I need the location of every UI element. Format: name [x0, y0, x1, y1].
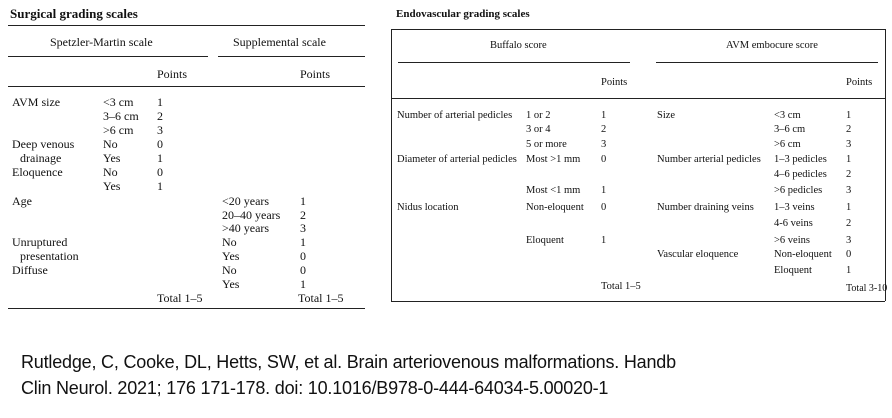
- supp-row-label: Age: [12, 194, 32, 208]
- supp-row-value: Yes: [222, 277, 240, 291]
- embocure-row-points: 1: [846, 202, 852, 213]
- buffalo-total: Total 1–5: [601, 281, 641, 292]
- embocure-row-value: Non-eloquent: [774, 249, 832, 260]
- supp-row-value: Yes: [222, 249, 240, 263]
- row-points: 1: [157, 95, 163, 109]
- embocure-row-value: >6 veins: [774, 235, 810, 246]
- embocure-row-value: <3 cm: [774, 110, 801, 121]
- supp-row-points: 3: [300, 221, 306, 235]
- embocure-row-label: Vascular eloquence: [657, 249, 739, 260]
- buffalo-header: Buffalo score: [490, 40, 547, 51]
- supp-row-value: 20–40 years: [222, 208, 281, 222]
- spetzler-martin-header: Spetzler-Martin scale: [50, 35, 153, 49]
- buffalo-row-label: Number of arterial pedicles: [397, 110, 513, 121]
- buffalo-row-points: 1: [601, 235, 607, 246]
- supp-row-label: presentation: [20, 249, 79, 263]
- embocure-header: AVM embocure score: [726, 40, 818, 51]
- spetzler-total: Total 1–5: [157, 291, 203, 305]
- embocure-row-value: >6 pedicles: [774, 185, 823, 196]
- divider: [391, 98, 885, 99]
- embocure-row-points: 1: [846, 265, 852, 276]
- buffalo-row-points: 2: [601, 124, 607, 135]
- buffalo-row-points: 3: [601, 139, 607, 150]
- divider: [391, 301, 885, 302]
- row-label: drainage: [20, 151, 62, 165]
- supp-row-value: No: [222, 235, 237, 249]
- embocure-row-value: 3–6 cm: [774, 124, 806, 135]
- embocure-row-points: 2: [846, 218, 852, 229]
- supp-row-points: 0: [300, 249, 306, 263]
- embocure-row-points: 0: [846, 249, 852, 260]
- embocure-row-value: 4-6 veins: [774, 218, 813, 229]
- row-label: Eloquence: [12, 165, 63, 179]
- divider: [8, 56, 208, 57]
- points-header: Points: [601, 77, 628, 88]
- points-header: Points: [846, 77, 873, 88]
- points-header: Points: [300, 67, 331, 81]
- supp-row-value: <20 years: [222, 194, 270, 208]
- supp-row-points: 1: [300, 235, 306, 249]
- row-label: Deep venous: [12, 137, 75, 151]
- supp-row-label: Unruptured: [12, 235, 68, 249]
- row-value: No: [103, 137, 118, 151]
- points-header: Points: [157, 67, 188, 81]
- buffalo-row-value: Eloquent: [526, 235, 564, 246]
- buffalo-row-value: 5 or more: [526, 139, 567, 150]
- row-label: AVM size: [12, 95, 61, 109]
- divider: [391, 29, 885, 30]
- buffalo-row-value: 3 or 4: [526, 124, 551, 135]
- row-points: 1: [157, 151, 163, 165]
- embocure-row-value: 1–3 pedicles: [774, 154, 827, 165]
- surgical-title: Surgical grading scales: [10, 6, 138, 21]
- embocure-row-value: 4–6 pedicles: [774, 169, 827, 180]
- embocure-row-points: 1: [846, 110, 852, 121]
- endovascular-title: Endovascular grading scales: [396, 8, 530, 20]
- row-points: 0: [157, 137, 163, 151]
- citation-line-1: Rutledge, C, Cooke, DL, Hetts, SW, et al. Brain arteriovenous malformations. Handb: [21, 352, 676, 372]
- buffalo-row-points: 1: [601, 185, 607, 196]
- supp-row-points: 2: [300, 208, 306, 222]
- buffalo-row-value: Most <1 mm: [526, 185, 581, 196]
- supp-row-points: 0: [300, 263, 306, 277]
- row-value: Yes: [103, 179, 121, 193]
- embocure-row-value: Eloquent: [774, 265, 812, 276]
- buffalo-row-points: 0: [601, 154, 607, 165]
- embocure-total: Total 3-10: [846, 283, 888, 294]
- row-value: <3 cm: [103, 95, 134, 109]
- row-points: 3: [157, 123, 163, 137]
- buffalo-row-points: 1: [601, 110, 607, 121]
- embocure-row-points: 2: [846, 169, 852, 180]
- embocure-row-points: 2: [846, 124, 852, 135]
- row-value: Yes: [103, 151, 121, 165]
- divider: [398, 62, 630, 63]
- supp-row-points: 1: [300, 194, 306, 208]
- supp-row-value: >40 years: [222, 221, 270, 235]
- divider: [8, 86, 365, 87]
- citation-line-2: Clin Neurol. 2021; 176 171-178. doi: 10.1016/B978-0-444-64034-5.00020-1: [21, 378, 609, 398]
- row-points: 0: [157, 165, 163, 179]
- supp-row-value: No: [222, 263, 237, 277]
- supp-row-label: Diffuse: [12, 263, 48, 277]
- embocure-row-points: 3: [846, 139, 852, 150]
- row-value: 3–6 cm: [103, 109, 139, 123]
- row-value: >6 cm: [103, 123, 134, 137]
- row-points: 2: [157, 109, 163, 123]
- divider: [8, 308, 365, 309]
- buffalo-row-value: Non-eloquent: [526, 202, 584, 213]
- buffalo-row-value: 1 or 2: [526, 110, 551, 121]
- buffalo-row-label: Nidus location: [397, 202, 459, 213]
- row-points: 1: [157, 179, 163, 193]
- embocure-row-label: Number arterial pedicles: [657, 154, 761, 165]
- supplemental-header: Supplemental scale: [233, 35, 326, 49]
- buffalo-row-points: 0: [601, 202, 607, 213]
- row-value: No: [103, 165, 118, 179]
- table-border: [391, 29, 392, 301]
- table-border: [885, 29, 886, 301]
- embocure-row-value: 1–3 veins: [774, 202, 815, 213]
- supplemental-total: Total 1–5: [298, 291, 344, 305]
- embocure-row-points: 3: [846, 235, 852, 246]
- buffalo-row-value: Most >1 mm: [526, 154, 581, 165]
- divider: [218, 56, 365, 57]
- embocure-row-points: 3: [846, 185, 852, 196]
- embocure-row-label: Size: [657, 110, 676, 121]
- embocure-row-label: Number draining veins: [657, 202, 754, 213]
- buffalo-row-label: Diameter of arterial pedicles: [397, 154, 517, 165]
- divider: [8, 25, 365, 26]
- supp-row-points: 1: [300, 277, 306, 291]
- divider: [656, 62, 878, 63]
- embocure-row-value: >6 cm: [774, 139, 801, 150]
- embocure-row-points: 1: [846, 154, 852, 165]
